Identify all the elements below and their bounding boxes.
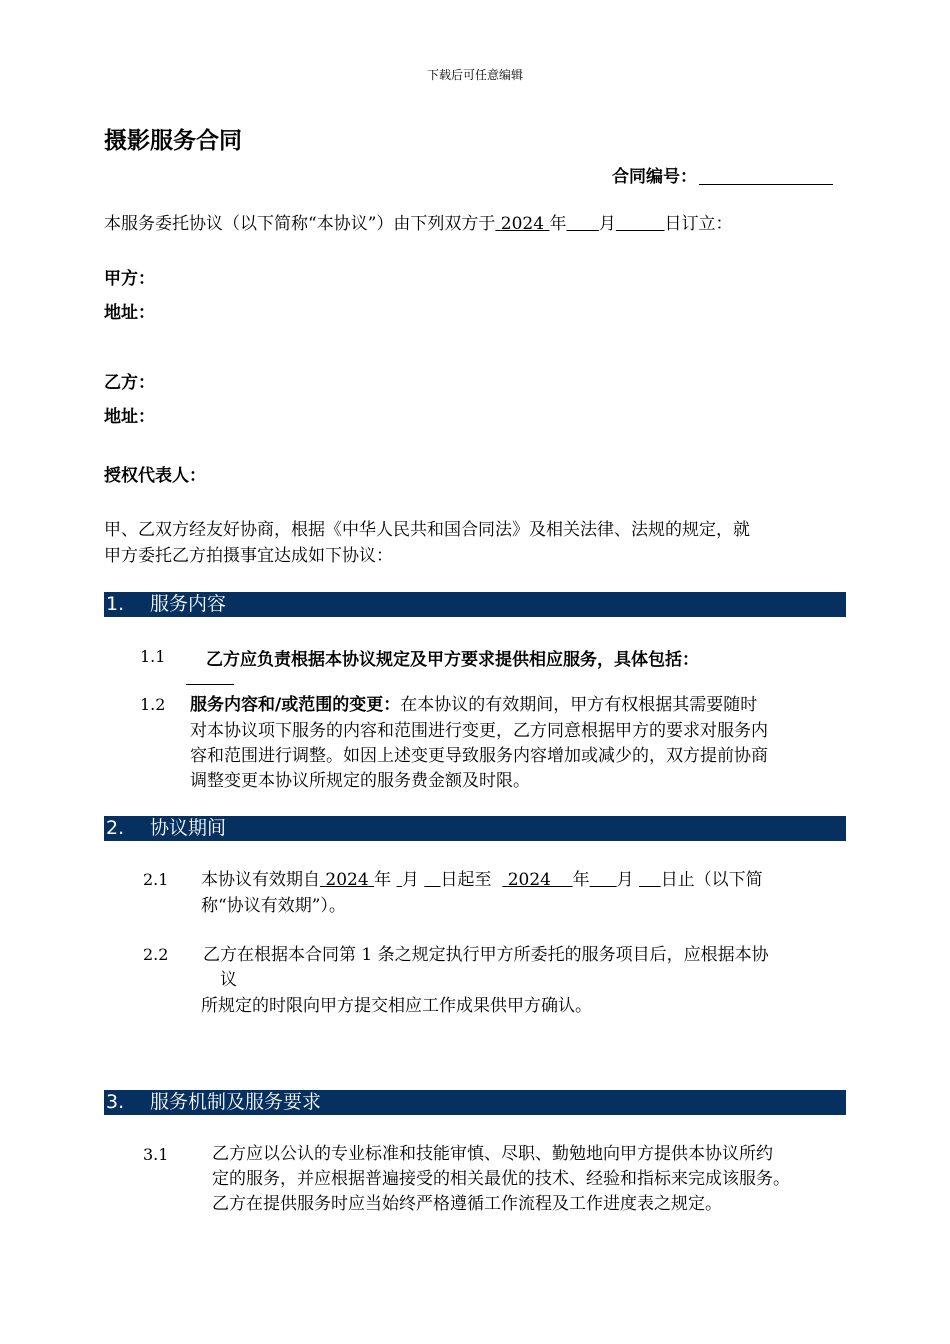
party-b-label: 乙方： (104, 373, 155, 393)
party-b-address-label: 地址： (104, 407, 155, 427)
clause-1-2-number: 1.2 (140, 695, 166, 714)
section-2-header (104, 816, 846, 841)
contract-number (612, 162, 833, 187)
clause-3-1-line-2: 定的服务，并应根据普遍接受的相关最优的技术、经验和指标来完成该服务。 (212, 1169, 790, 1189)
clause-1-2-line-1-rest: 在本协议的有效期间，甲方有权根据其需要随时 (400, 695, 758, 715)
clause-2-1-line-2: 称“协议有效期”）。 (201, 896, 346, 916)
contract-number-blank[interactable] (699, 166, 833, 185)
clause-2-1-end-month-blank[interactable] (590, 870, 617, 890)
clause-2-1-start-year[interactable]: 2024 (325, 870, 369, 890)
representative-label: 授权代表人： (104, 466, 206, 486)
clause-3-1-line-3: 乙方在提供服务时应当始终严格遵循工作流程及工作进度表之规定。 (212, 1194, 722, 1214)
clause-2-2-line-2: 所规定的时限向甲方提交相应工作成果供甲方确认。 (201, 996, 592, 1016)
clause-1-2-bold-lead: 服务内容和/或范围的变更： (190, 695, 401, 715)
clause-2-1-line-1: 本协议有效期自 2024 年 月 日起至 2024 年 月 日止（以下简 (201, 870, 763, 890)
section-3-header (104, 1090, 846, 1115)
intro-day-blank[interactable] (616, 214, 665, 234)
section-2-number: 2. (106, 817, 125, 839)
clause-2-1-start-day-blank[interactable] (424, 870, 440, 890)
section-1-number: 1. (106, 593, 125, 615)
section-1-title: 服务内容 (150, 593, 227, 615)
intro-year[interactable]: 2024 (500, 214, 545, 234)
preamble-line-1: 甲、乙双方经友好协商，根据《中华人民共和国合同法》及相关法律、法规的规定，就 (104, 520, 750, 540)
intro-month-unit: 月 (598, 214, 616, 234)
clause-1-1-blank[interactable] (186, 684, 234, 685)
clause-1-2-line-1 (190, 693, 757, 718)
clause-1-2-line-3: 容和范围进行调整。如因上述变更导致服务内容增加或减少的，双方提前协商 (190, 746, 768, 766)
clause-3-1-line-1: 乙方应以公认的专业标准和技能审慎、尽职、勤勉地向甲方提供本协议所约 (212, 1144, 773, 1164)
clause-3-1-number: 3.1 (143, 1145, 169, 1164)
intro-line (104, 212, 733, 237)
document-title: 摄影服务合同 (104, 128, 242, 154)
clause-1-2-line-2: 对本协议项下服务的内容和范围进行变更，乙方同意根据甲方的要求对服务内 (190, 721, 768, 741)
intro-prefix: 本服务委托协议（以下简称“本协议”）由下列双方于 (104, 214, 496, 234)
clause-1-2-line-4: 调整变更本协议所规定的服务费金额及时限。 (190, 771, 530, 791)
preamble-line-2: 甲方委托乙方拍摄事宜达成如下协议： (104, 546, 393, 566)
intro-month-blank[interactable] (566, 214, 598, 234)
header-note: 下载后可任意编辑 (426, 68, 523, 82)
party-a-address-label: 地址： (104, 303, 155, 323)
intro-day-suffix: 日订立： (664, 214, 733, 234)
contract-number-label: 合同编号： (612, 167, 697, 187)
clause-2-1-end-year[interactable]: 2024 (507, 870, 551, 890)
clause-2-2-line-1b: 议 (220, 970, 237, 990)
clause-2-2-number: 2.2 (143, 945, 169, 964)
clause-1-1-number: 1.1 (140, 647, 166, 666)
section-2-title: 协议期间 (150, 817, 227, 839)
intro-year-unit: 年 (549, 214, 567, 234)
section-3-number: 3. (106, 1091, 125, 1113)
party-a-label: 甲方： (104, 269, 155, 289)
section-3-title: 服务机制及服务要求 (150, 1091, 322, 1113)
clause-1-1-text: 乙方应负责根据本协议规定及甲方要求提供相应服务，具体包括： (206, 650, 699, 670)
clause-2-2-line-1: 乙方在根据本合同第 1 条之规定执行甲方所委托的服务项目后，应根据本协 (203, 945, 769, 965)
section-1-header (104, 592, 846, 617)
clause-2-1-number: 2.1 (143, 870, 169, 889)
clause-2-1-end-day-blank[interactable] (639, 870, 661, 890)
